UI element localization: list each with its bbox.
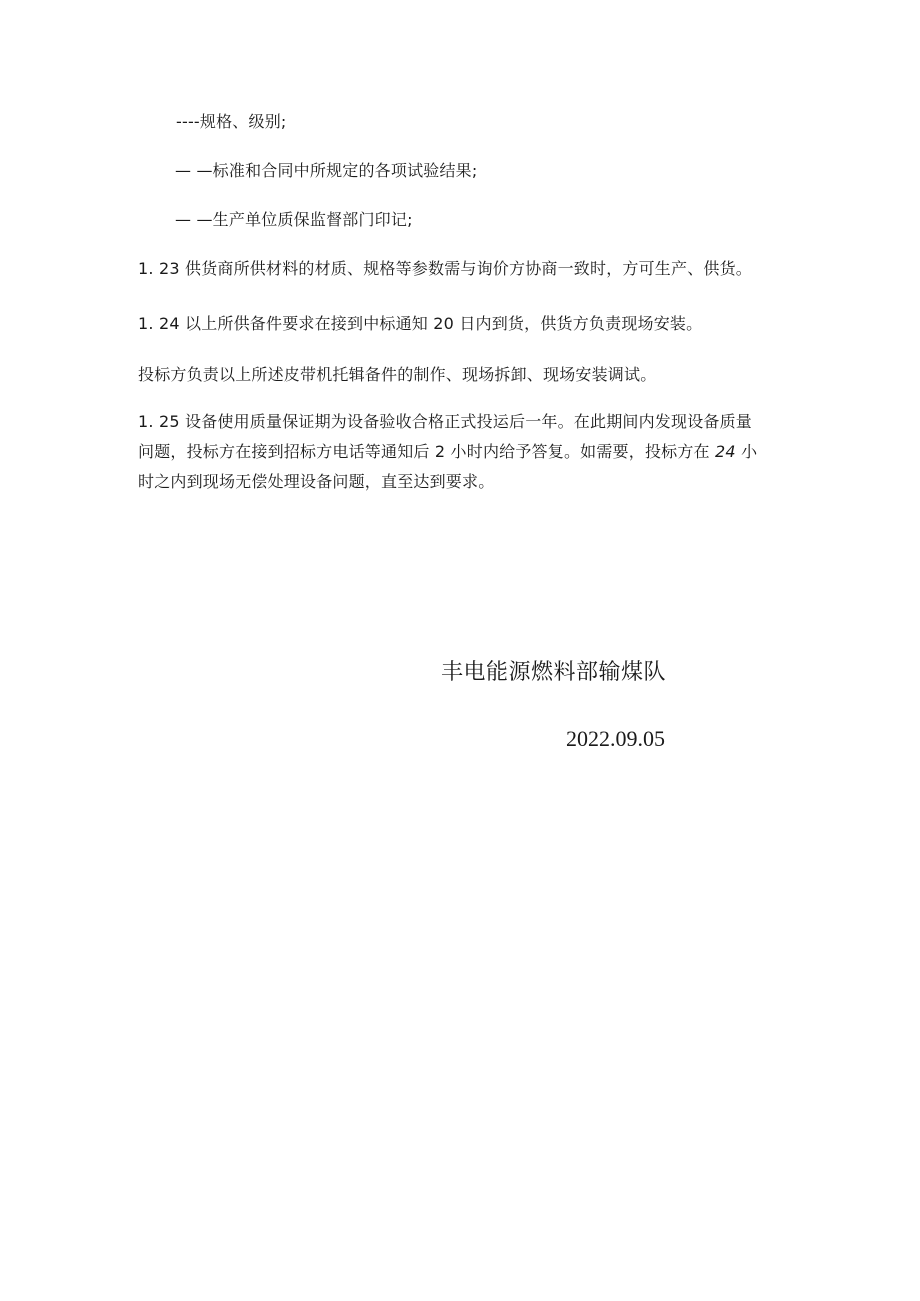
clause-1-25-line-2-tail: 小 — [735, 442, 758, 461]
clause-1-25 — [138, 412, 798, 502]
spec-item-seal: — —生产单位质保监督部门印记; — [175, 210, 413, 229]
clause-1-25-line-1: 1. 25 设备使用质量保证期为设备验收合格正式投运后一年。在此期间内发现设备质量 — [138, 412, 752, 431]
clause-1-24: 1. 24 以上所供备件要求在接到中标通知 20 日内到货，供货方负责现场安装。 — [138, 314, 703, 333]
clause-1-25-line-3: 时之内到现场无偿处理设备问题，直至达到要求。 — [138, 472, 495, 491]
clause-1-25-hours-value: 24 — [715, 442, 736, 461]
bidder-responsibility: 投标方负责以上所述皮带机托辑备件的制作、现场拆卸、现场安装调试。 — [138, 365, 657, 384]
clause-1-23: 1. 23 供货商所供材料的材质、规格等参数需与询价方协商一致时，方可生产、供货。 — [138, 259, 752, 278]
clause-1-25-line-2-text: 问题，投标方在接到招标方电话等通知后 2 小时内给予答复。如需要，投标方在 — [138, 442, 716, 461]
spec-item-grade: ----规格、级别; — [176, 112, 287, 131]
signature-organization: 丰电能源燃料部输煤队 — [441, 660, 667, 685]
clause-1-25-line-2 — [138, 442, 798, 472]
signature-date: 2022.09.05 — [566, 726, 665, 751]
spec-item-test-results: — —标准和合同中所规定的各项试验结果; — [175, 161, 478, 180]
